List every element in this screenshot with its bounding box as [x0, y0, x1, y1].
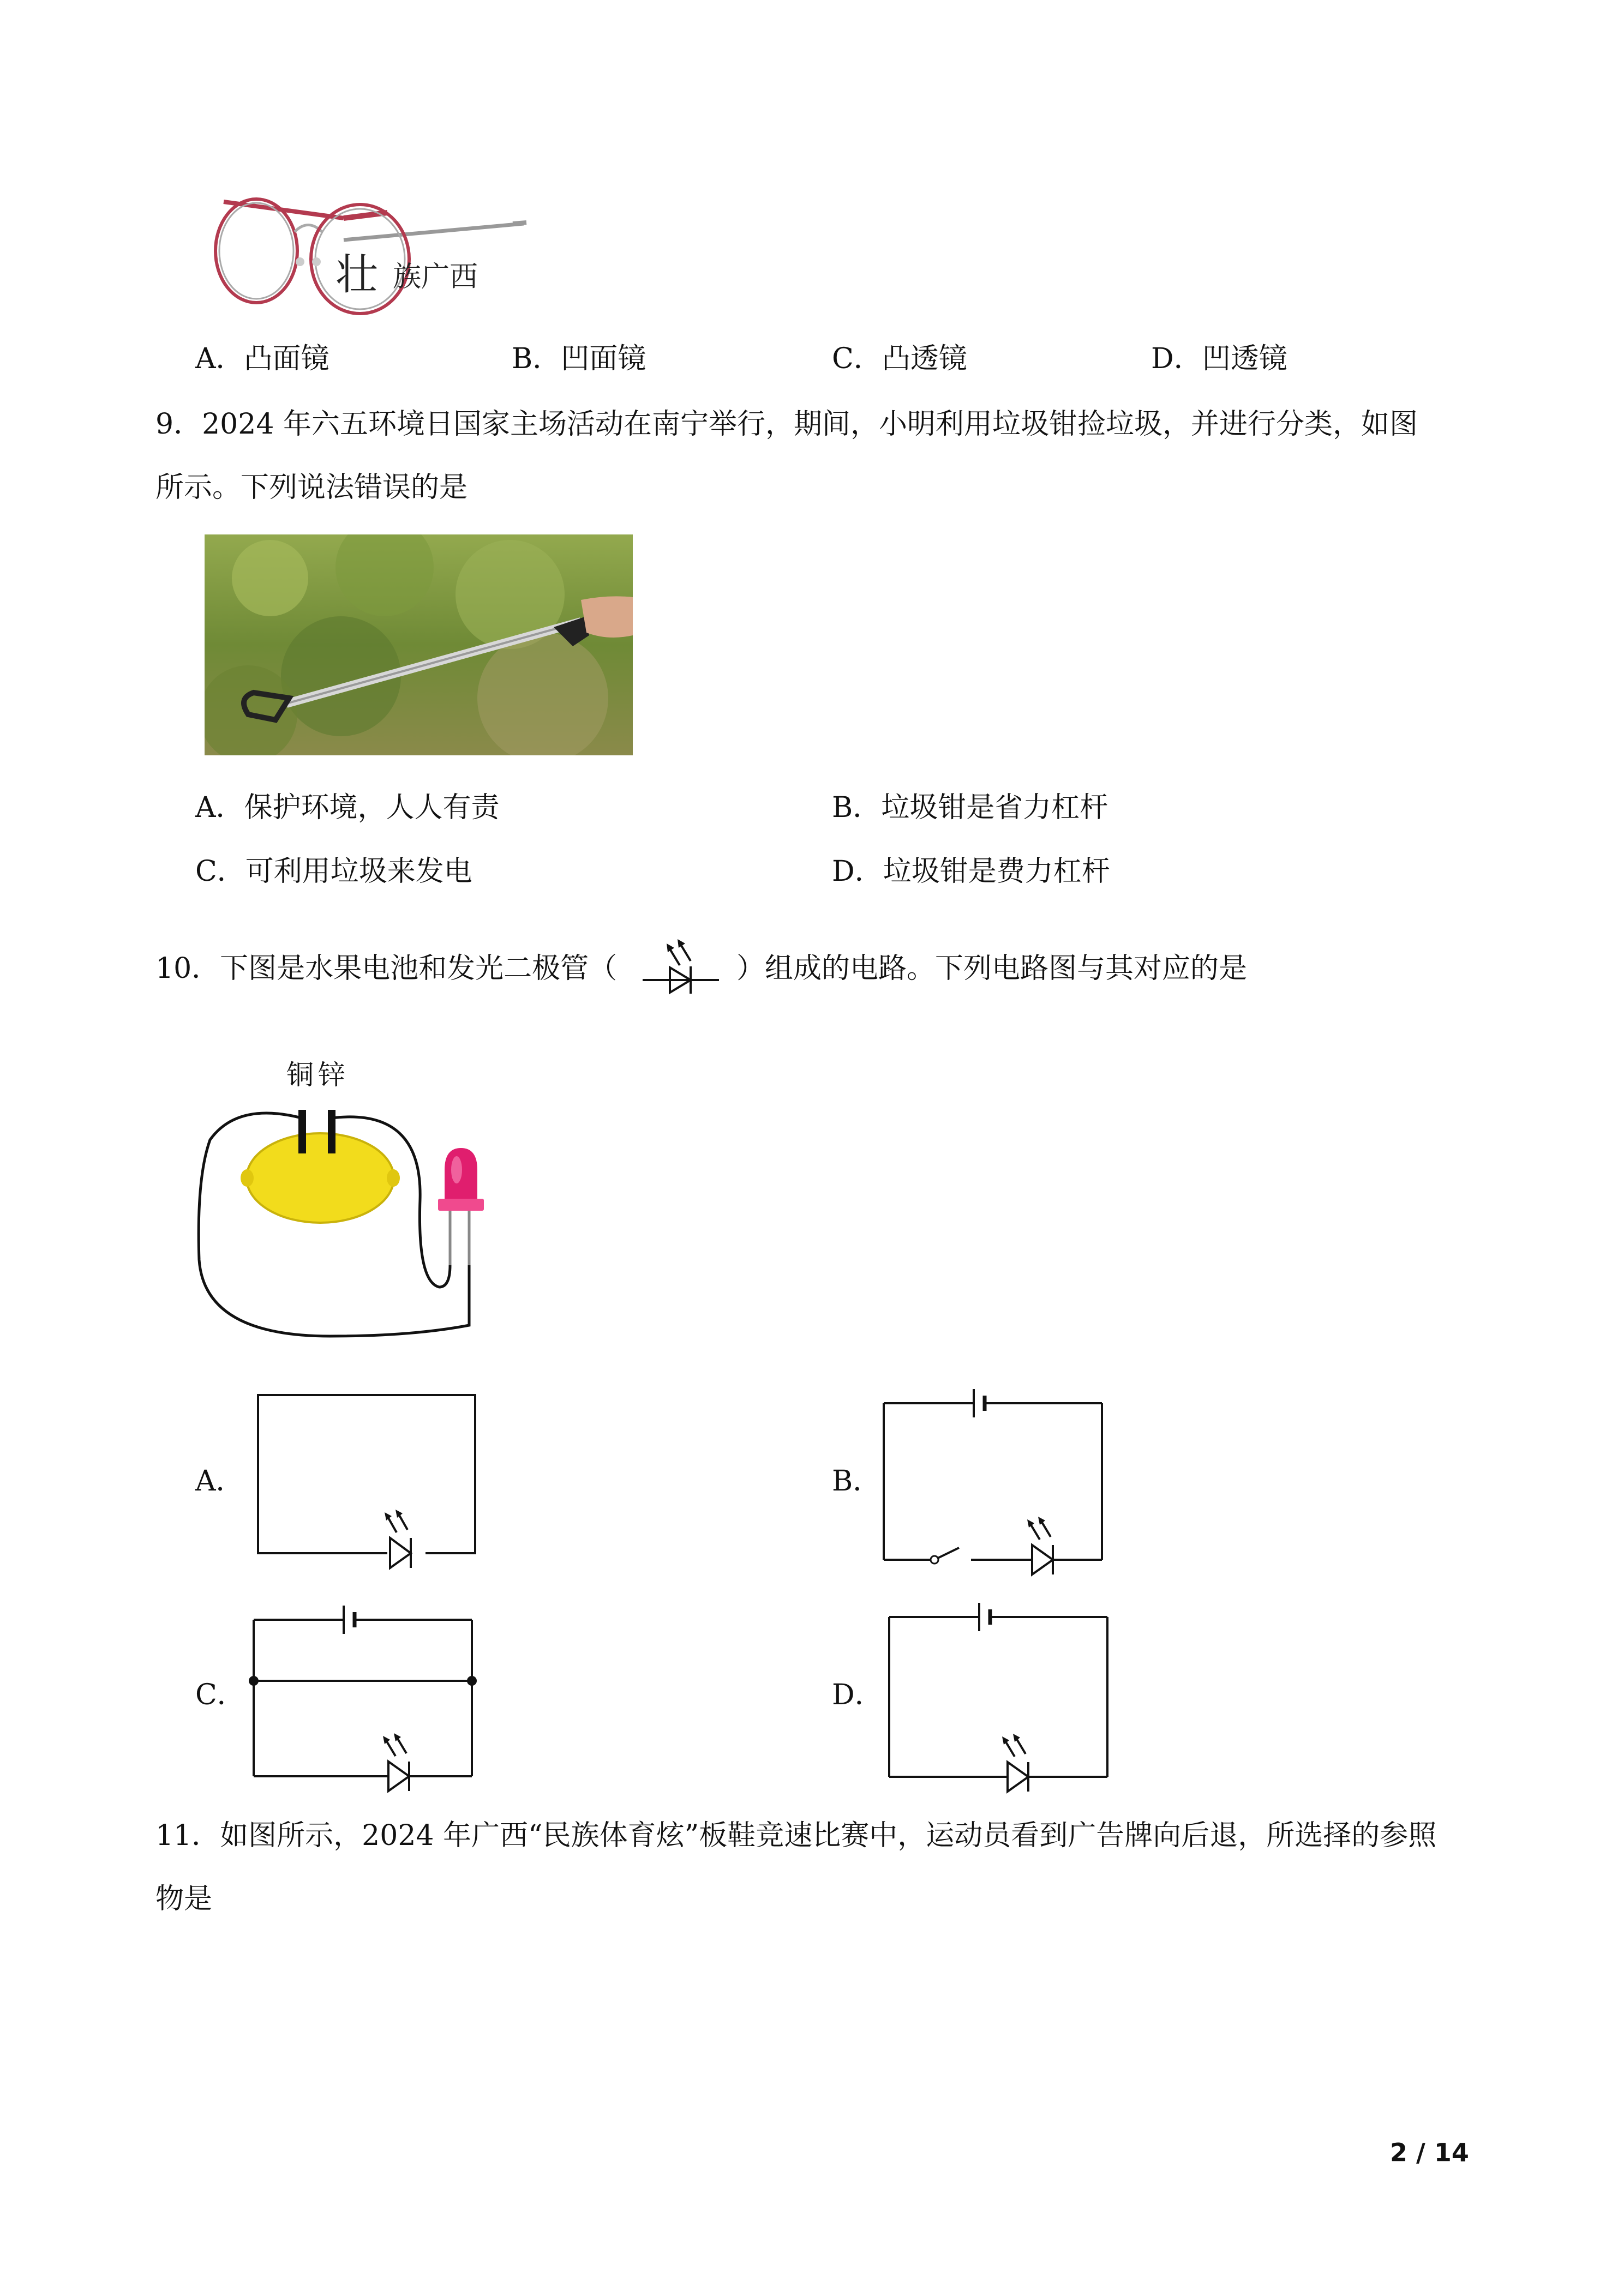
zinc-label: 锌 — [318, 1059, 345, 1091]
fruit-battery-circuit-image — [194, 1053, 499, 1342]
q9-stem-line2: 所示。下列说法错误的是 — [155, 471, 468, 504]
q10-option-a-label: A． — [195, 1465, 244, 1498]
q10-stem-after: ）组成的电路。下列电路图与其对应的是 — [736, 952, 1248, 985]
q9-option-d: D．垃圾钳是费力杠杆 — [832, 855, 1110, 888]
q11-stem-line1: 11．如图所示，2024 年广西“民族体育炫”板鞋竞速比赛中，运动员看到广告牌向后退，所选择的参照 — [155, 1819, 1437, 1852]
q8-option-d: D．凹透镜 — [1151, 342, 1287, 375]
q8-option-b: B．凹面镜 — [512, 342, 646, 375]
trash-grabber-photo — [205, 534, 633, 755]
circuit-a — [254, 1391, 483, 1573]
q8-option-a: A．凸面镜 — [195, 342, 329, 375]
q10-option-b-label: B． — [832, 1465, 882, 1498]
circuit-d — [884, 1595, 1116, 1794]
glasses-small-chars: 族广西 — [393, 261, 478, 293]
q8-option-c: C．凸透镜 — [832, 342, 967, 375]
led-symbol-icon — [643, 934, 719, 1002]
circuit-c — [248, 1598, 480, 1794]
copper-label: 铜 — [286, 1059, 314, 1091]
page-number: 2 / 14 — [1390, 2138, 1469, 2167]
glasses-image — [207, 180, 535, 333]
q11-stem-line2: 物是 — [155, 1883, 213, 1915]
glasses-big-char: 壮 — [335, 250, 379, 299]
q10-option-c-label: C． — [195, 1679, 245, 1711]
circuit-b — [878, 1383, 1107, 1579]
q9-option-c: C．可利用垃圾来发电 — [195, 855, 472, 888]
q9-stem-line1: 9．2024 年六五环境日国家主场活动在南宁举行，期间，小明利用垃圾钳捡垃圾，并进行分类，如图 — [155, 408, 1418, 441]
q10-option-d-label: D． — [832, 1679, 883, 1711]
q9-option-a: A．保护环境，人人有责 — [195, 791, 500, 824]
q10-stem-before: 10．下图是水果电池和发光二极管（ — [155, 952, 618, 985]
q9-option-b: B．垃圾钳是省力杠杆 — [832, 791, 1108, 824]
